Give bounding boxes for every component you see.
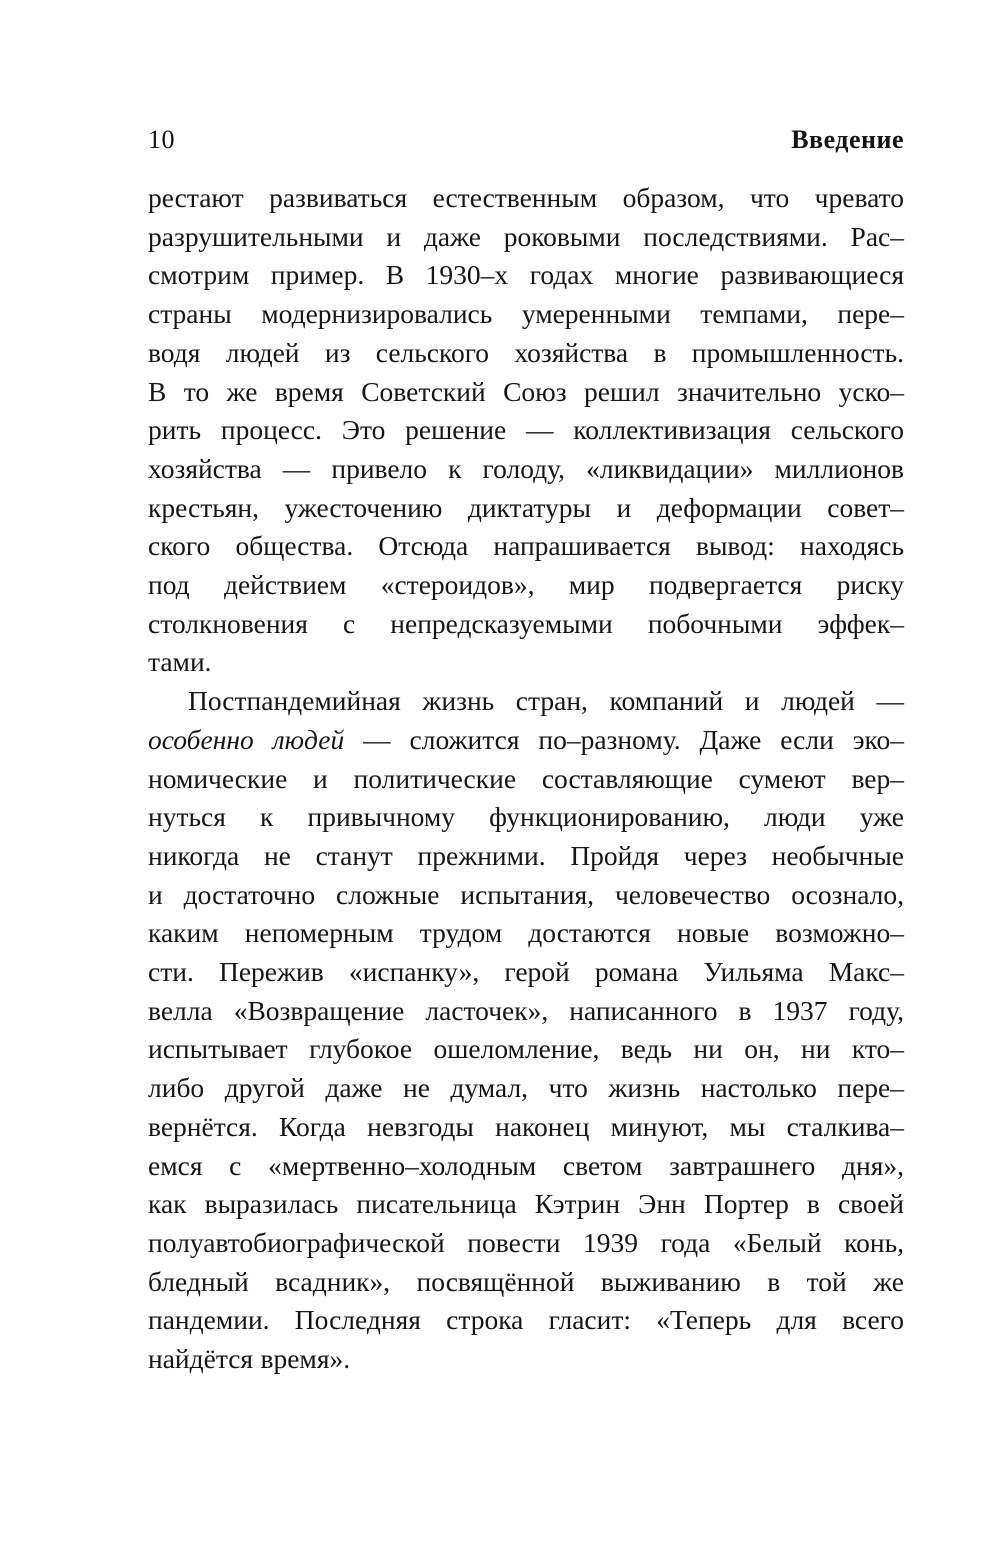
text-segment: ского общества. Отсюда напрашивается вывод: находясь bbox=[148, 530, 904, 562]
text-line bbox=[148, 992, 904, 1031]
text-line bbox=[148, 334, 904, 373]
text-segment: смотрим пример. В 1930–х годах многие развивающиеся bbox=[148, 259, 904, 291]
text-line bbox=[148, 256, 904, 295]
text-segment: пандемии. Последняя строка гласит: «Теперь для всего bbox=[148, 1304, 904, 1336]
text-segment: емся с «мертвенно–холодным светом завтрашнего дня», bbox=[148, 1149, 904, 1181]
text-line bbox=[148, 489, 904, 528]
text-segment: как выразилась писательница Кэтрин Энн Портер в своей bbox=[148, 1188, 904, 1220]
text-segment: сти. Пережив «испанку», герой романа Уильяма Макс– bbox=[148, 956, 904, 988]
text-line bbox=[148, 1185, 904, 1224]
text-line bbox=[148, 373, 904, 412]
text-line bbox=[148, 953, 904, 992]
text-segment: хозяйства — привело к голоду, «ликвидации» миллионов bbox=[148, 452, 904, 484]
text-line bbox=[148, 527, 904, 566]
text-segment: страны модернизировались умеренными темпами, пере– bbox=[148, 298, 904, 330]
page-number: 10 bbox=[148, 125, 175, 154]
text-line bbox=[148, 295, 904, 334]
text-segment: вернётся. Когда невзгоды наконец минуют, мы сталкива– bbox=[148, 1110, 904, 1142]
text-segment: Постпандемийная жизнь стран, компаний и людей — bbox=[188, 685, 904, 717]
text-segment: столкновения с непредсказуемыми побочными эффек– bbox=[148, 607, 904, 639]
text-line bbox=[148, 450, 904, 489]
text-segment: под действием «стероидов», мир подвергается риску bbox=[148, 569, 904, 601]
text-segment: В то же время Советский Союз решил значительно уско– bbox=[148, 375, 904, 407]
text-line bbox=[148, 1030, 904, 1069]
text-segment: полуавтобиографической повести 1939 года «Белый конь, bbox=[148, 1226, 904, 1258]
text-line bbox=[148, 411, 904, 450]
text-segment: водя людей из сельского хозяйства в промышленность. bbox=[148, 336, 904, 368]
text-line bbox=[148, 682, 904, 721]
text-line bbox=[148, 1224, 904, 1263]
paragraph bbox=[148, 682, 904, 1379]
text-line bbox=[148, 1301, 904, 1340]
text-segment: крестьян, ужесточению диктатуры и деформации совет– bbox=[148, 491, 904, 523]
text-line bbox=[148, 1108, 904, 1147]
text-segment: разрушительными и даже роковыми последствиями. Рас– bbox=[148, 220, 904, 252]
text-line bbox=[148, 605, 904, 644]
text-line bbox=[148, 798, 904, 837]
text-segment: рить процесс. Это решение — коллективизация сельского bbox=[148, 414, 904, 446]
italic-text-segment: особенно людей bbox=[148, 723, 345, 755]
text-line bbox=[148, 876, 904, 915]
text-line bbox=[148, 760, 904, 799]
text-segment: никогда не станут прежними. Пройдя через необычные bbox=[148, 839, 904, 871]
text-segment: бледный всадник», посвящённой выживанию в той же bbox=[148, 1265, 904, 1297]
text-segment: испытывает глубокое ошеломление, ведь ни он, ни кто– bbox=[148, 1033, 904, 1065]
text-segment: и достаточно сложные испытания, человечество осознало, bbox=[148, 878, 904, 910]
text-segment: — сложится по–разному. Даже если эко– bbox=[344, 723, 904, 755]
text-segment: номические и политические составляющие сумеют вер– bbox=[148, 762, 904, 794]
text-line bbox=[148, 1147, 904, 1186]
text-segment: велла «Возвращение ласточек», написанного в 1937 году, bbox=[148, 994, 904, 1026]
text-segment: либо другой даже не думал, что жизнь настолько пере– bbox=[148, 1072, 904, 1104]
page-body bbox=[148, 179, 904, 1379]
text-line bbox=[148, 721, 904, 760]
text-line bbox=[148, 1263, 904, 1302]
text-line bbox=[148, 566, 904, 605]
text-line bbox=[148, 837, 904, 876]
text-segment: каким непомерным трудом достаются новые возможно– bbox=[148, 917, 904, 949]
text-segment: найдётся время». bbox=[148, 1343, 351, 1375]
text-line bbox=[148, 1069, 904, 1108]
text-line bbox=[148, 179, 904, 218]
text-segment: рестают развиваться естественным образом, что чревато bbox=[148, 182, 904, 213]
paragraph bbox=[148, 179, 904, 682]
text-line bbox=[148, 643, 904, 682]
page-header bbox=[148, 124, 904, 156]
text-segment: нуться к привычному функционированию, люди уже bbox=[148, 801, 904, 833]
text-line bbox=[148, 1340, 904, 1379]
text-segment: тами. bbox=[148, 646, 212, 678]
running-title: Введение bbox=[791, 125, 904, 154]
text-line bbox=[148, 218, 904, 257]
text-line bbox=[148, 914, 904, 953]
